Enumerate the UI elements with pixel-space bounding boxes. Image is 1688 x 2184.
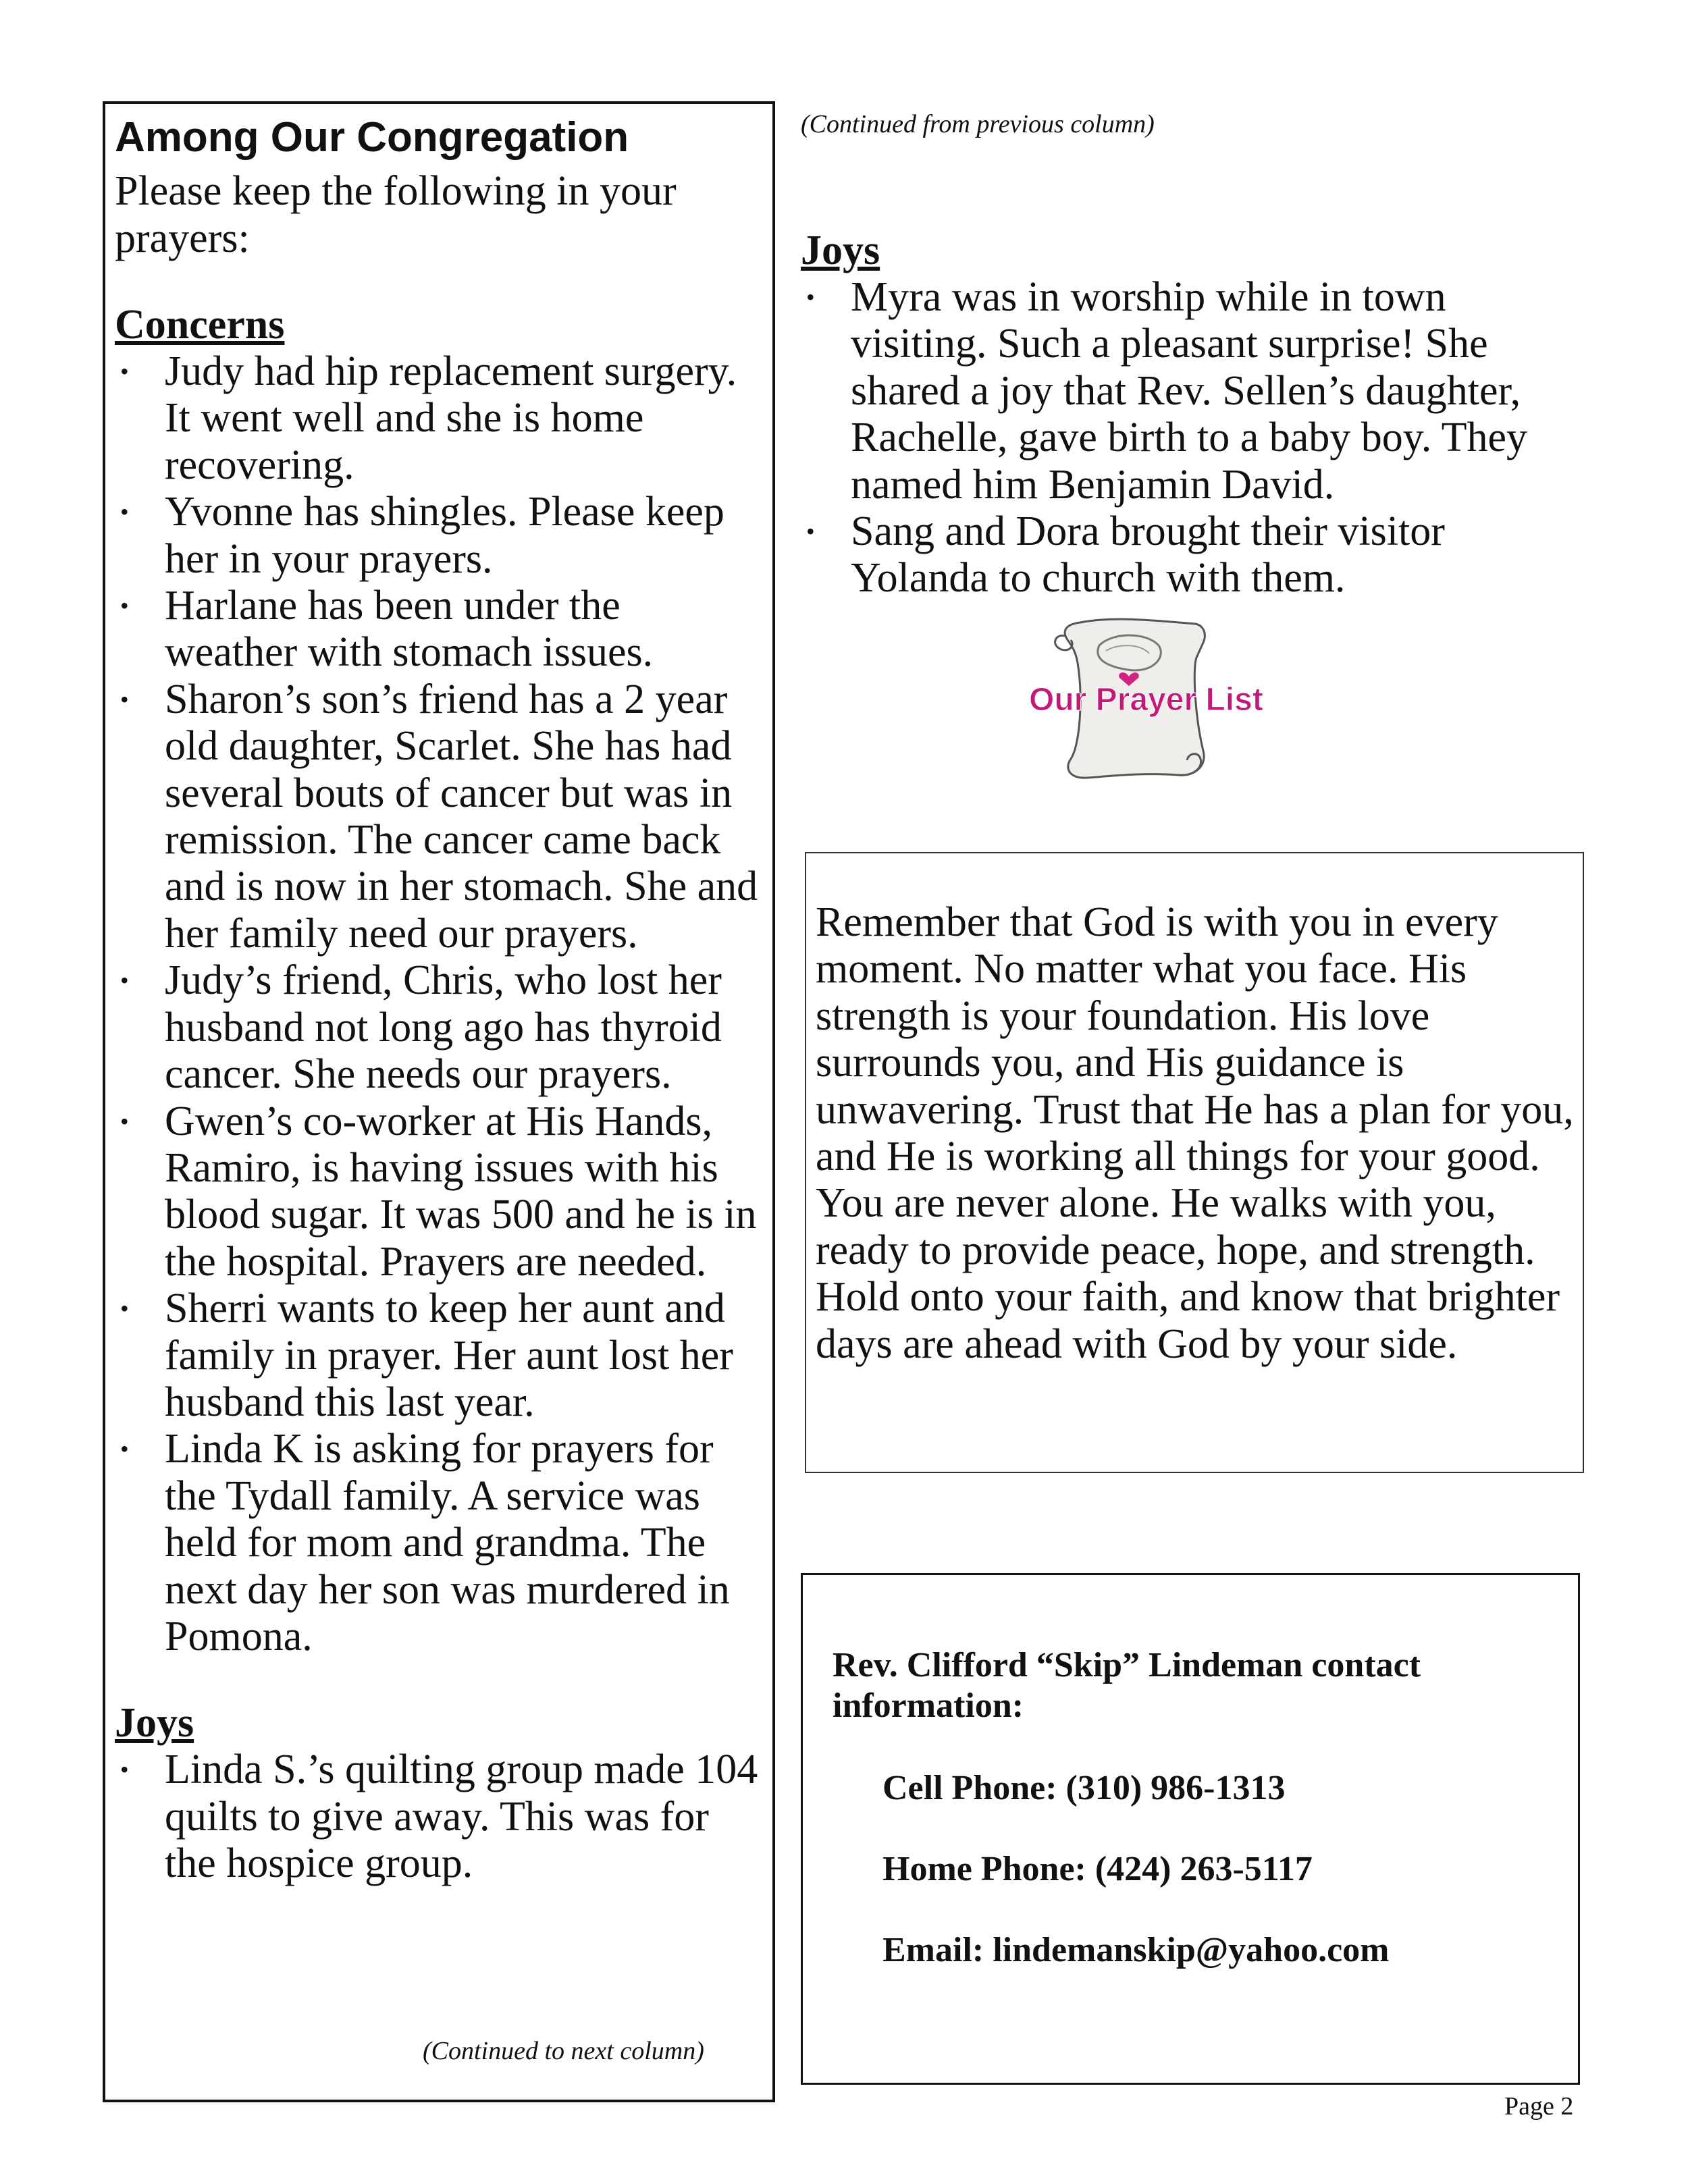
list-item: • Judy’s friend, Chris, who lost her husband not long ago has thyroid cancer. She needs our prayers. <box>115 957 763 1098</box>
cell-phone-line: Cell Phone: (310) 986-1313 <box>882 1769 1286 1807</box>
home-phone-line: Home Phone: (424) 263-5117 <box>882 1850 1313 1888</box>
list-item: • Sherri wants to keep her aunt and family in prayer. Her aunt lost her husband this last year. <box>115 1285 763 1426</box>
list-item: • Judy had hip replacement surgery. It went well and she is home recovering. <box>115 348 763 489</box>
page-number: Page 2 <box>1504 2092 1574 2121</box>
scroll-icon <box>1026 616 1276 784</box>
joys-list <box>115 1747 763 1887</box>
emblem-label: Our Prayer List <box>1029 682 1263 718</box>
joys-heading-right: Joys <box>801 228 880 273</box>
encouragement-box <box>805 852 1584 1473</box>
intro-text: Please keep the following in your prayers: <box>115 168 677 261</box>
congregation-box <box>103 101 775 2102</box>
prayer-list-emblem <box>1026 616 1276 784</box>
section-title: Among Our Congregation <box>115 114 629 161</box>
list-item: • Linda K is asking for prayers for the Tydall family. A service was held for mom and grandma. The next day her son was murdered in Pomona. <box>115 1426 763 1660</box>
encouragement-text: Remember that God is with you in every moment. No matter what you face. His strength is your foundation. His love surrounds you, and His guidance is unwavering. Trust that He has a plan for you, and He is working all things for your good. You are never alone. He walks with you, ready to provide peace, hope, and strength. Hold onto your faith, and know that brighter days are ahead with God by your side. <box>816 899 1574 1367</box>
email-line: Email: lindemanskip@yahoo.com <box>882 1931 1390 1969</box>
list-item: • Gwen’s co-worker at His Hands, Ramiro, is having issues with his blood sugar. It was 500 and he is in the hospital. Prayers are needed. <box>115 1098 763 1286</box>
continued-from-previous-note: (Continued from previous column) <box>801 110 1155 138</box>
list-item: • Sharon’s son’s friend has a 2 year old daughter, Scarlet. She has had several bouts of cancer but was in remission. The cancer came back and is now in her stomach. She and her family need our prayers. <box>115 676 763 957</box>
continued-to-next-note: (Continued to next column) <box>423 2037 704 2065</box>
list-item: • Linda S.’s quilting group made 104 quilts to give away. This was for the hospice group. <box>115 1747 763 1887</box>
list-item: • Sang and Dora brought their visitor Yolanda to church with them. <box>801 508 1571 602</box>
list-item: • Harlane has been under the weather with stomach issues. <box>115 583 763 676</box>
joys-heading: Joys <box>115 1700 194 1747</box>
contact-heading: Rev. Clifford “Skip” Lindeman contact information: <box>833 1646 1421 1725</box>
congregation-content <box>115 113 763 1888</box>
concerns-heading: Concerns <box>115 302 285 348</box>
list-item: • Myra was in worship while in town visiting. Such a pleasant surprise! She shared a joy that Rev. Sellen’s daughter, Rachelle, gave birth to a baby boy. They named him Benjamin David. <box>801 274 1571 508</box>
list-item: • Yvonne has shingles. Please keep her in your prayers. <box>115 489 763 583</box>
contact-box <box>801 1573 1580 2085</box>
right-joys-content <box>801 227 1571 602</box>
joys-list-right <box>801 274 1571 602</box>
concerns-list <box>115 348 763 1660</box>
